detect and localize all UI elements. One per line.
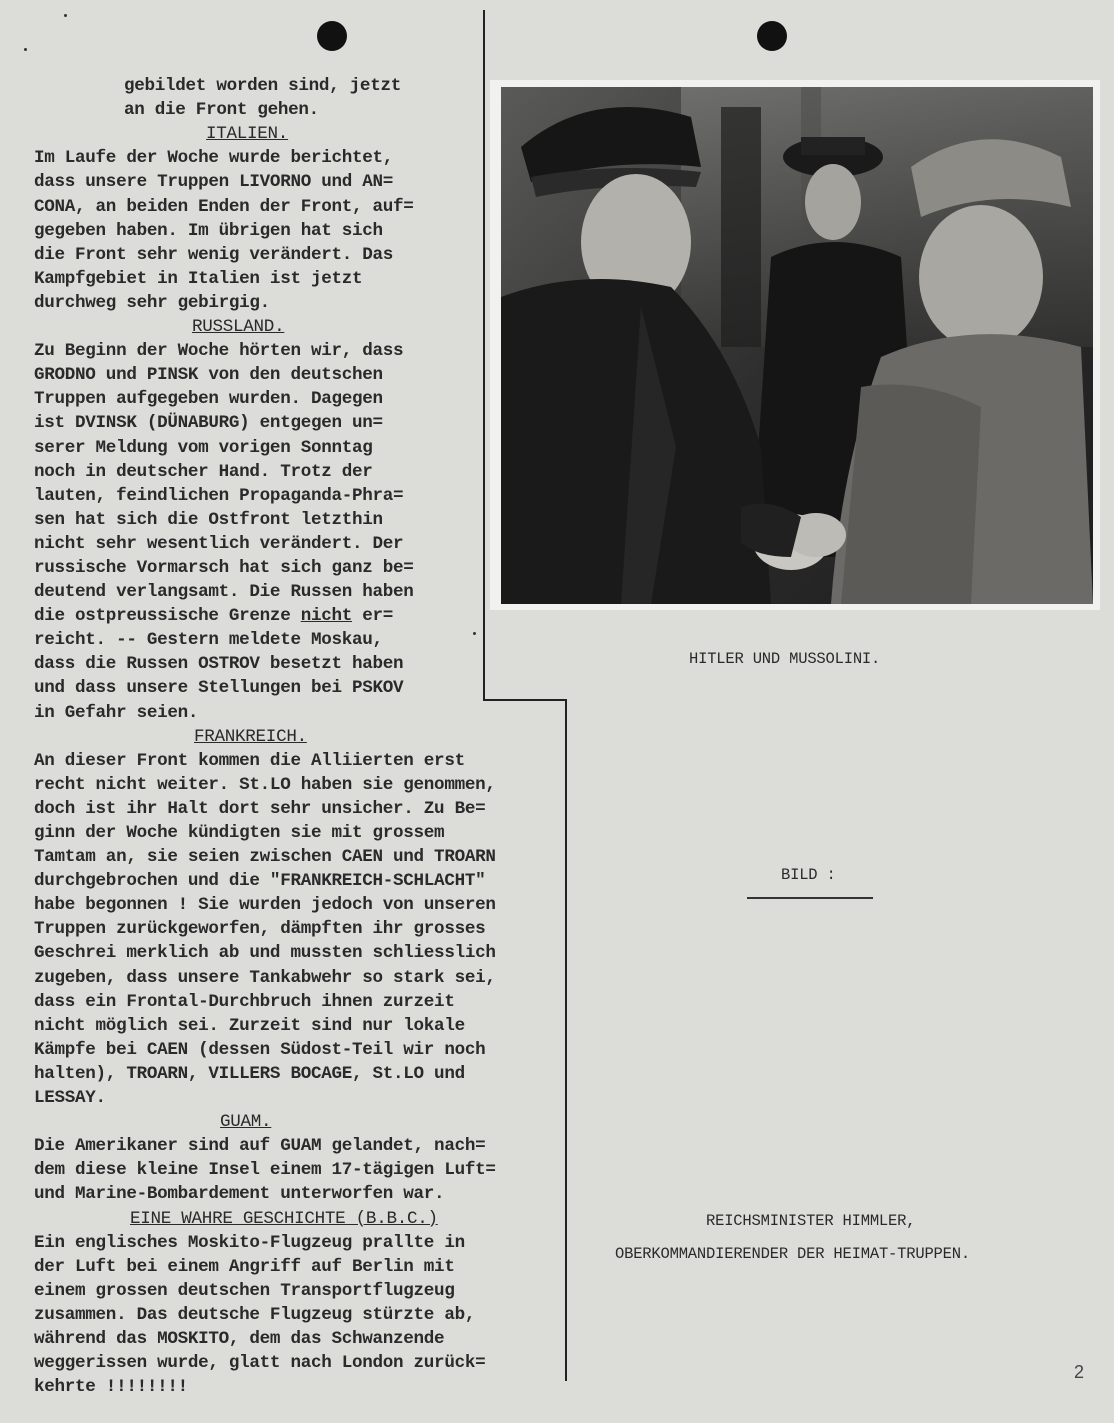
text-line: LESSAY. [34, 1088, 106, 1109]
text-line: lauten, feindlichen Propaganda-Phra= [34, 485, 404, 506]
text-line: serer Meldung vom vorigen Sonntag [34, 437, 373, 458]
text-line: nicht sehr wesentlich verändert. Der [34, 533, 404, 554]
text-line: russische Vormarsch hat sich ganz be= [34, 557, 414, 578]
text-line: halten), TROARN, VILLERS BOCAGE, St.LO und [34, 1063, 465, 1084]
text-line: weggerissen wurde, glatt nach London zurück= [34, 1353, 486, 1374]
photo-illustration [501, 87, 1093, 604]
text-line: durchweg sehr gebirgig. [34, 292, 270, 313]
text-line: die ostpreussische Grenze [34, 606, 301, 627]
text-line: in Gefahr seien. [34, 702, 199, 723]
text-line: habe begonnen ! Sie wurden jedoch von unseren [34, 895, 496, 916]
text-line: einem grossen deutschen Transportflugzeug [34, 1280, 455, 1301]
text-line: nicht möglich sei. Zurzeit sind nur lokale [34, 1015, 465, 1036]
text-line: sen hat sich die Ostfront letzthin [34, 509, 383, 530]
punch-hole [317, 21, 347, 51]
text-line: Die Amerikaner sind auf GUAM gelandet, nach= [34, 1136, 486, 1157]
image-placeholder-label: BILD : [781, 866, 836, 884]
section-heading-frankreich: FRANKREICH. [194, 726, 307, 747]
text-line: CONA, an beiden Enden der Front, auf= [34, 196, 414, 217]
text-line: Ein englisches Moskito-Flugzeug prallte in [34, 1232, 465, 1253]
text-line: Kämpfe bei CAEN (dessen Südost-Teil wir noch [34, 1039, 486, 1060]
text-line: deutend verlangsamt. Die Russen haben [34, 582, 414, 603]
section-heading-eine-wahre-geschichte: EINE WAHRE GESCHICHTE (B.B.C.) [130, 1208, 438, 1229]
text-line: Geschrei merklich ab und mussten schliesslich [34, 943, 496, 964]
text-line: und Marine-Bombardement unterworfen war. [34, 1184, 445, 1205]
section-heading-guam: GUAM. [220, 1112, 272, 1133]
text-line: dass ein Frontal-Durchbruch ihnen zurzeit [34, 991, 455, 1012]
text-line: Im Laufe der Woche wurde berichtet, [34, 148, 394, 169]
text-line: der Luft bei einem Angriff auf Berlin mit [34, 1256, 455, 1277]
photo-caption: HITLER UND MUSSOLINI. [689, 650, 881, 668]
text-line: Zu Beginn der Woche hörten wir, dass [34, 341, 404, 362]
text-line: Truppen zurückgeworfen, dämpften ihr grosses [34, 919, 486, 940]
section-heading-russland: RUSSLAND. [192, 317, 285, 338]
text-line: kehrte !!!!!!!! [34, 1377, 188, 1398]
placeholder-underline [747, 897, 873, 899]
left-column-text [34, 50, 564, 1423]
text-line: An dieser Front kommen die Alliierten erst [34, 750, 465, 771]
himmler-caption-line2: OBERKOMMANDIERENDER DER HEIMAT-TRUPPEN. [615, 1245, 970, 1263]
text-line: noch in deutscher Hand. Trotz der [34, 461, 373, 482]
text-line: dem diese kleine Insel einem 17-tägigen Luft= [34, 1160, 496, 1181]
intro-line: gebildet worden sind, jetzt [124, 76, 401, 97]
text-line: die Front sehr wenig verändert. Das [34, 244, 394, 265]
text-fragment: er= [352, 606, 394, 627]
text-line: ist DVINSK (DÜNABURG) entgegen un= [34, 413, 383, 434]
section-heading-italien: ITALIEN. [206, 124, 289, 145]
text-line: während das MOSKITO, dem das Schwanzende [34, 1328, 445, 1349]
text-line: ginn der Woche kündigten sie mit grossem [34, 823, 445, 843]
text-line: durchgebrochen und die "FRANKREICH-SCHLACHT" [34, 871, 486, 892]
punch-hole [757, 21, 787, 51]
photo-handshake [501, 87, 1093, 604]
underlined-word: nicht [300, 606, 353, 627]
text-line: doch ist ihr Halt dort sehr unsicher. Zu Be= [34, 798, 486, 819]
text-line: gegeben haben. Im übrigen hat sich [34, 220, 383, 241]
paper-speck [64, 14, 67, 17]
paper-speck [24, 48, 27, 51]
text-line: recht nicht weiter. St.LO haben sie genommen, [34, 774, 496, 795]
himmler-caption-line1: REICHSMINISTER HIMMLER, [706, 1212, 916, 1230]
text-line: zugeben, dass unsere Tankabwehr so stark sei, [34, 967, 496, 988]
page-number: 2 [1074, 1362, 1085, 1382]
text-line: Truppen aufgegeben wurden. Dagegen [34, 389, 383, 410]
text-line: dass die Russen OSTROV besetzt haben [34, 654, 404, 675]
column-divider [565, 699, 567, 1381]
text-line: zusammen. Das deutsche Flugzeug stürzte ab, [34, 1304, 476, 1325]
text-line: und dass unsere Stellungen bei PSKOV [34, 678, 404, 699]
text-line: GRODNO und PINSK von den deutschen [34, 365, 383, 386]
text-line: Kampfgebiet in Italien ist jetzt [34, 268, 363, 289]
text-line: dass unsere Truppen LIVORNO und AN= [34, 172, 394, 193]
text-line: Tamtam an, sie seien zwischen CAEN und TROARN [34, 847, 496, 868]
text-line: reicht. -- Gestern meldete Moskau, [34, 630, 383, 651]
intro-line: an die Front gehen. [124, 100, 319, 121]
